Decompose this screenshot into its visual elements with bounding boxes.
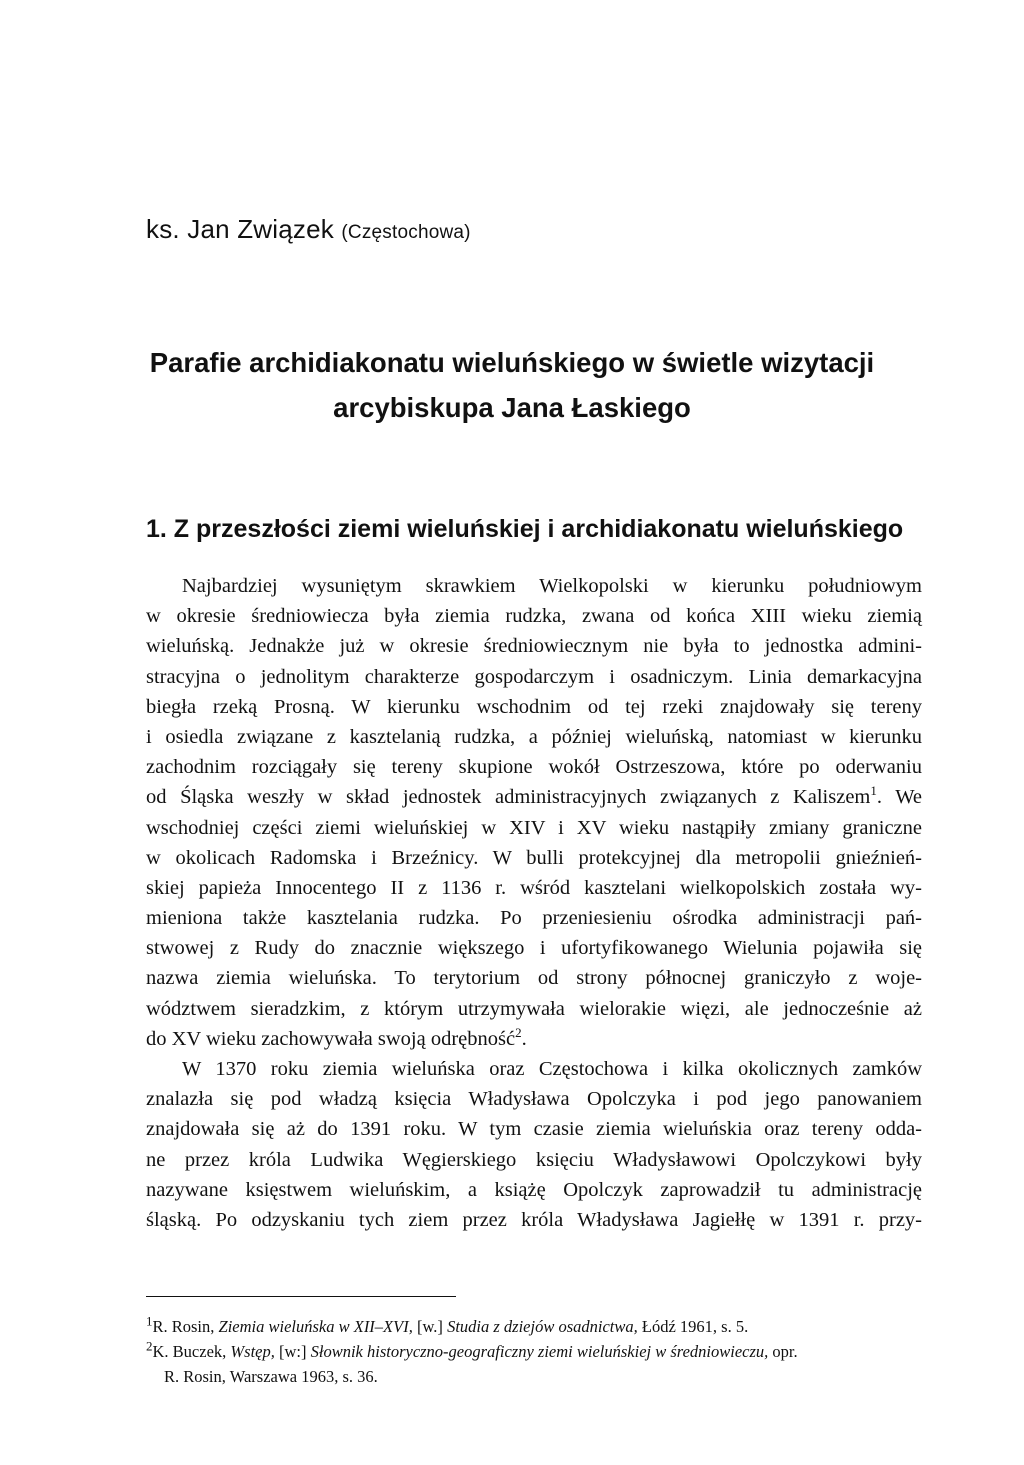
section-heading: 1. Z przeszłości ziemi wieluńskiej i archidiakonatu wieluńskiego [146,515,904,543]
footnote-separator [146,1296,456,1297]
author-name: ks. Jan Związek [146,214,334,244]
paragraph-2-line: nazywane księstwem wieluńskim, a książę Opolczyk zaprowadził tu administrację [146,1178,922,1201]
paragraph-1-line-tail: . We [876,786,923,809]
footnote-text: R. Rosin, [152,1317,219,1336]
paragraph-1-line: skiej papieża Innocentego II z 1136 r. wśród kasztelani wielkopolskich została wy- [146,876,922,899]
paragraph-1-last-line [146,1024,922,1054]
footnote-text: [w.] [412,1317,448,1336]
footnote-text: opr. [768,1342,798,1361]
paragraph-2-line: ne przez króla Ludwika Węgierskiego księciu Władysławowi Opolczykowi były [146,1148,922,1171]
author-line [146,214,471,245]
paragraph-1-line: biegła rzeką Prosną. W kierunku wschodnim od tej rzeki znajdowały się tereny [146,695,922,718]
paragraph-2-line: śląską. Po odzyskaniu tych ziem przez króla Władysława Jagiełłę w 1391 r. przy- [146,1208,922,1231]
paragraph-2-line: W 1370 roku ziemia wieluńska oraz Częstochowa i kilka okolicznych zamków [182,1058,922,1080]
paragraph-1-line: mieniona także kasztelania rudzka. Po przeniesieniu ośrodka administracji pań- [146,907,922,930]
paragraph-1-line-with-footnote [146,782,922,812]
footnote-title: Wstęp, [230,1342,275,1361]
footnotes [146,1314,922,1389]
footnote-number: 1 [146,1313,153,1329]
paragraph-1-line: stracyjna o jednolitym charakterze gospodarczym i osadniczym. Linia demarkacyjna [146,665,922,688]
footnote-text: R. Rosin, Warszawa 1963, s. 36. [164,1367,378,1386]
footnote-number: 2 [146,1338,153,1354]
footnote-2-continuation [146,1364,922,1389]
footnote-1 [146,1314,922,1339]
body-text [146,571,922,1235]
footnote-text: Łódź 1961, s. 5. [637,1317,749,1336]
paragraph-1-line: Najbardziej wysuniętym skrawkiem Wielkopolski w kierunku południowym [182,575,922,597]
footnote-ref-1: 1 [870,783,877,799]
article-title [120,340,904,430]
paragraph-1-line-text: do XV wieku zachowywała swoją odrębność [146,1027,516,1050]
paragraph-1-line-text: od Śląska weszły w skład jednostek administracyjnych związanych z Kaliszem [146,786,871,809]
article-title-line-2: arcybiskupa Jana Łaskiego [333,392,691,423]
author-affiliation: (Częstochowa) [341,222,471,243]
paragraph-2-line: znajdowała się aż do 1391 roku. W tym czasie ziemia wieluńskia oraz tereny odda- [146,1118,922,1141]
paragraph-1-line: w okresie średniowiecza była ziemia rudzka, zwana od końca XIII wieku ziemią [146,605,922,628]
paragraph-1-line: nazwa ziemia wieluńska. To terytorium od strony północnej graniczyło z woje- [146,967,922,990]
paragraph-1-line: stwowej z Rudy do znacznie większego i ufortyfikowanego Wielunia pojawiła się [146,937,922,960]
paragraph-1-line: zachodnim rozciągały się tereny skupione wokół Ostrzeszowa, które po oderwaniu [146,756,922,779]
paragraph-1-line-tail: . [521,1027,527,1050]
footnote-text: [w:] [274,1342,311,1361]
paragraph-1-line: w okolicach Radomska i Brzeźnicy. W bulli protekcyjnej dla metropolii gnieźnień- [146,846,922,869]
paragraph-2-line: znalazła się pod władzą księcia Władysława Opolczyka i pod jego panowaniem [146,1088,922,1111]
paragraph-1-line: wieluńską. Jednakże już w okresie średniowiecznym nie była to jednostka admini- [146,635,922,658]
paragraph-1-line: i osiedla związane z kasztelanią rudzka, a później wieluńską, natomiast w kierunku [146,725,922,748]
article-title-line-1: Parafie archidiakonatu wieluńskiego w świetle wizytacji [149,347,875,378]
footnote-work: Słownik historyczno-geograficzny ziemi wieluńskiej w średniowieczu, [310,1342,769,1361]
paragraph-1-line: wództwem sieradzkim, z którym utrzymywała wielorakie więzi, ale jednocześnie aż [146,997,922,1020]
paragraph-1-line: wschodniej części ziemi wieluńskiej w XIV i XV wieku nastąpiły zmiany graniczne [146,816,922,839]
footnote-ref-2: 2 [515,1024,522,1040]
footnote-text: K. Buczek, [152,1342,231,1361]
footnote-work: Studia z dziejów osadnictwa, [447,1317,638,1336]
footnote-2 [146,1339,922,1364]
footnote-title: Ziemia wieluńska w XII–XVI, [218,1317,413,1336]
